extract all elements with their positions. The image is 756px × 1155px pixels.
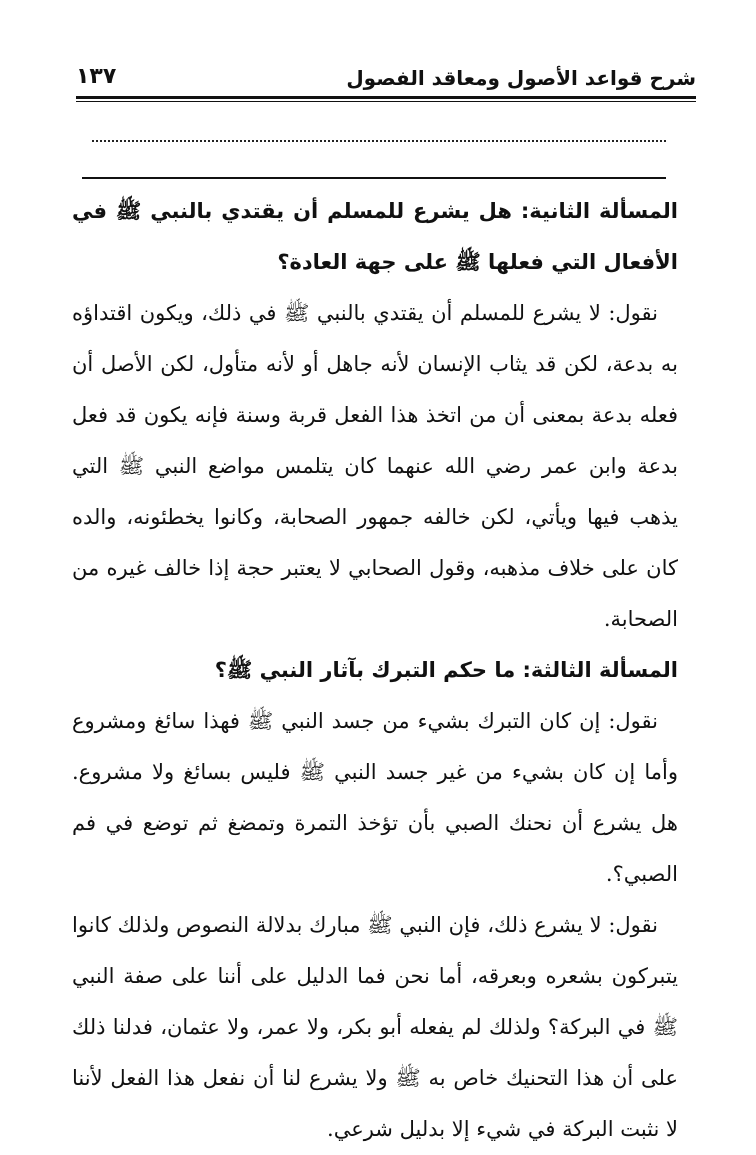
running-title: شرح قواعد الأصول ومعاقد الفصول	[346, 66, 696, 90]
page-header	[76, 58, 696, 98]
header-rule-thin	[76, 101, 696, 102]
header-rule	[76, 96, 696, 99]
section-separator	[82, 177, 666, 179]
answer-paragraph: نقول: لا يشرع للمسلم أن يقتدي بالنبي ﷺ في ذلك، ويكون اقتداؤه به بدعة، لكن قد يثاب الإنسان لأنه جاهل أو لأنه متأول، لكن الأصل أن فعله بدعة بمعنى أن من اتخذ هذا الفعل قربة وسنة فإنه يكون قد فعل بدعة وابن عمر رضي الله عنهما كان يتلمس مواضع النبي ﷺ التي يذهب فيها ويأتي، لكن خالفه جمهور الصحابة، وكانوا يخطئونه، والده كان على خلاف مذهبه، وقول الصحابي لا يعتبر حجة إذا خالف غيره من الصحابة.	[72, 301, 678, 631]
answer-paragraph: نقول: إن كان التبرك بشيء من جسد النبي ﷺ فهذا سائغ ومشروع وأما إن كان بشيء من غير جسد النبي ﷺ فليس بسائغ ولا مشروع. هل يشرع أن نحنك الصبي بأن تؤخذ التمرة وتمضغ ثم توضع في فم الصبي؟.	[72, 709, 678, 886]
body-text	[72, 186, 678, 1155]
question-paragraph: المسألة الثالثة: ما حكم التبرك بآثار النبي ﷺ؟	[214, 658, 678, 682]
question-paragraph: المسألة الثانية: هل يشرع للمسلم أن يقتدي بالنبي ﷺ في الأفعال التي فعلها ﷺ على جهة العادة؟	[72, 199, 678, 274]
page-number: ١٣٧	[76, 64, 117, 89]
dotted-separator	[92, 140, 666, 142]
answer-paragraph: نقول: لا يشرع ذلك، فإن النبي ﷺ مبارك بدلالة النصوص ولذلك كانوا يتبركون بشعره وبعرقه، أما نحن فما الدليل على أننا على صفة النبي ﷺ في البركة؟ ولذلك لم يفعله أبو بكر، ولا عمر، ولا عثمان، فدلنا ذلك على أن هذا التحنيك خاص به ﷺ ولا يشرع لنا أن نفعل هذا الفعل لأننا لا نثبت البركة في شيء إلا بدليل شرعي.	[72, 913, 678, 1141]
